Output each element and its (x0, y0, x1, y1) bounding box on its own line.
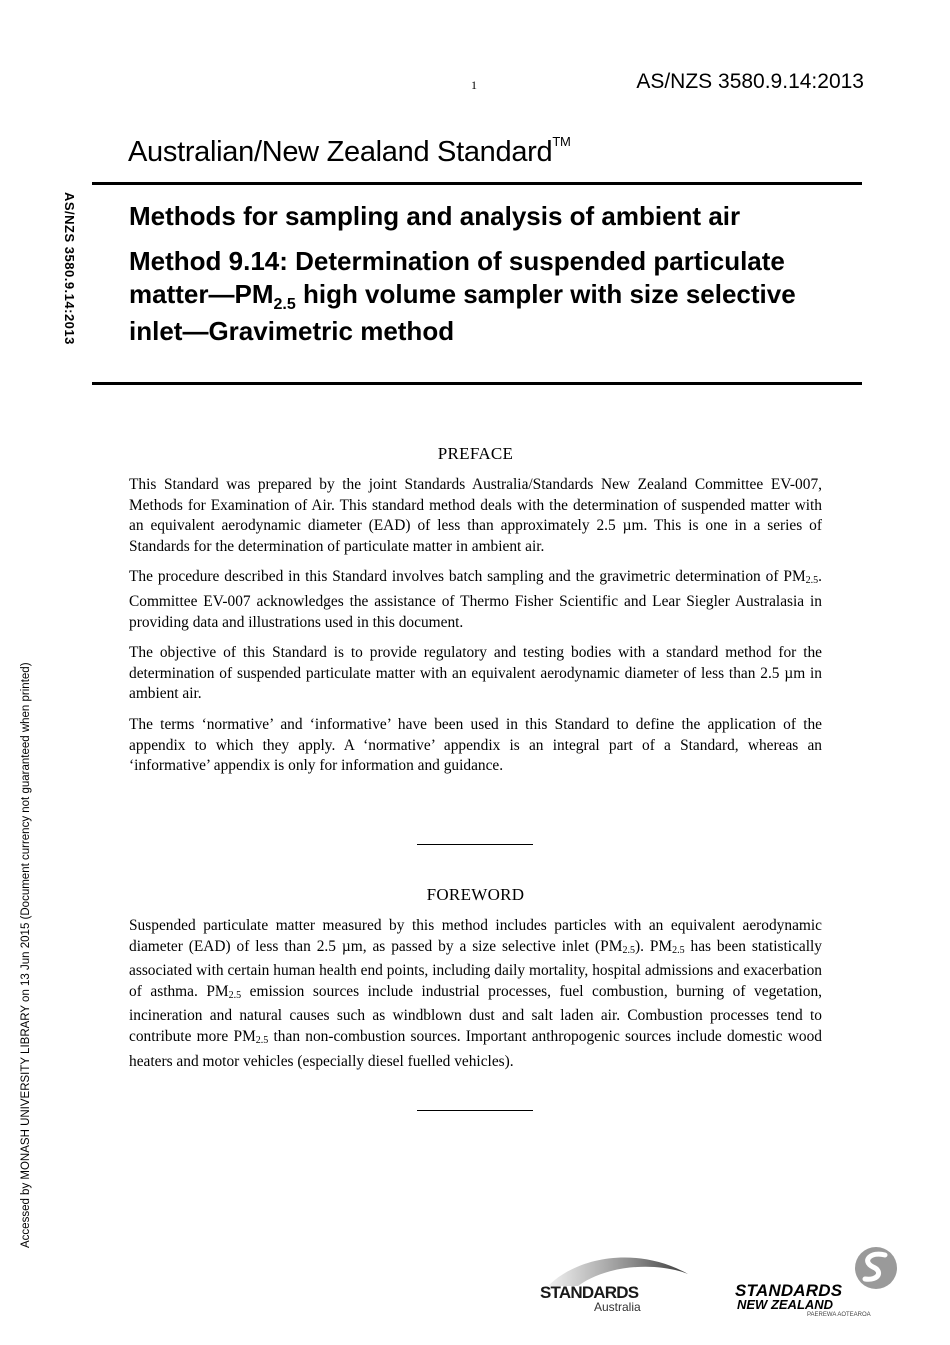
snz-logo-line-2: NEW ZEALAND (737, 1297, 834, 1312)
foreword-subscript-1: 2.5 (622, 944, 635, 956)
standards-australia-logo (538, 1248, 690, 1316)
preface-body (129, 475, 822, 787)
document-id: AS/NZS 3580.9.14:2013 (636, 70, 864, 93)
title-bottom-rule (92, 382, 862, 385)
preface-paragraph-2-subscript: 2.5 (805, 575, 819, 587)
preface-paragraph-2-b: . Committee EV-007 acknowledges the assistance of Thermo Fisher Scientific and Lear Siegler Australasia in providing data and illustrations used in this document. (129, 568, 822, 631)
standard-name (128, 136, 571, 169)
foreword-text-5: than non-combustion sources. Important anthropogenic sources include domestic wood heaters and motor vehicles (especially diesel fuelled vehicles). (129, 1027, 822, 1070)
title-method-suffix: high volume sampler with size selective inlet—Gravimetric method (129, 279, 796, 346)
standard-name-text: Australian/New Zealand Standard (128, 136, 553, 168)
preface-paragraph-3: The objective of this Standard is to provide regulatory and testing bodies with a standard method for the determination of suspended particulate matter with an equivalent aerodynamic diameter of less than 2.5 µm in ambient air. (129, 644, 822, 703)
foreword-text-2: ). PM (634, 937, 673, 955)
foreword-heading: FOREWORD (426, 885, 525, 904)
preface-paragraph-2-a: The procedure described in this Standard involves batch sampling and the gravimetric determination of PM (129, 568, 806, 586)
page-number: 1 (471, 78, 477, 92)
access-notice: Accessed by MONASH UNIVERSITY LIBRARY on 13 Jun 2015 (Document currency not guaranteed when printed) (20, 662, 32, 1248)
foreword-text-4: emission sources include industrial processes, fuel combustion, burning of vegetation, incineration and natural causes such as windblown dust and salt laden air. Combustion processes tend to contribute more PM (129, 982, 822, 1045)
preface-paragraph-2 (129, 567, 822, 633)
wave-logo-icon (538, 1248, 690, 1288)
foreword-subscript-4: 2.5 (255, 1034, 269, 1046)
snz-logo-line-1: STANDARDS (735, 1281, 843, 1300)
preface-paragraph-1: This Standard was prepared by the joint Standards Australia/Standards New Zealand Committee EV-007, Methods for Examination of Air. This standard method deals with the determination of suspended matter with an equivalent aerodynamic diameter (EAD) of less than approximately 2.5 µm. This is one in a series of Standards for the determination of particulate matter in ambient air. (129, 476, 822, 555)
title-method-prefix: Method 9.14: Determination of suspended particulate matter—PM (129, 246, 785, 309)
foreword-subscript-2: 2.5 (672, 944, 685, 956)
section-divider (417, 844, 533, 845)
spine-document-id: AS/NZS 3580.9.14:2013 (62, 192, 77, 345)
title-top-rule (92, 182, 862, 185)
title-series: Methods for sampling and analysis of ambient air (129, 201, 741, 231)
trademark-mark: TM (552, 134, 571, 150)
preface-paragraph-4: The terms ‘normative’ and ‘informative’ have been used in this Standard to define the application of the appendix to which they apply. A ‘normative’ appendix is an integral part of a Standard, whereas an ‘informative’ appendix is only for information and guidance. (129, 715, 822, 775)
title-method (129, 245, 849, 348)
foreword-body (129, 916, 822, 1082)
foreword-paragraph (129, 916, 822, 1072)
sa-logo-line-2: Australia (594, 1300, 641, 1314)
foreword-subscript-3: 2.5 (228, 989, 242, 1001)
document-title (129, 200, 849, 348)
title-method-subscript: 2.5 (273, 296, 296, 313)
foreword-text-1: Suspended particulate matter measured by this method includes particles with an equivalent aerodynamic diameter (EAD) of less than 2.5 µm, as passed by a size selective inlet (PM (129, 917, 822, 955)
preface-heading: PREFACE (437, 444, 514, 463)
s-swirl-logo-icon (853, 1245, 899, 1291)
section-divider (417, 1110, 533, 1111)
standards-new-zealand-logo (735, 1245, 905, 1325)
snz-logo-line-3: PAEREWA AOTEAROA (807, 1312, 871, 1318)
foreword-text-3: has been statistically associated with certain human health end points, including daily mortality, hospital admissions and exacerbation of asthma. PM (129, 937, 822, 1000)
sa-logo-line-1: STANDARDS (540, 1283, 639, 1302)
